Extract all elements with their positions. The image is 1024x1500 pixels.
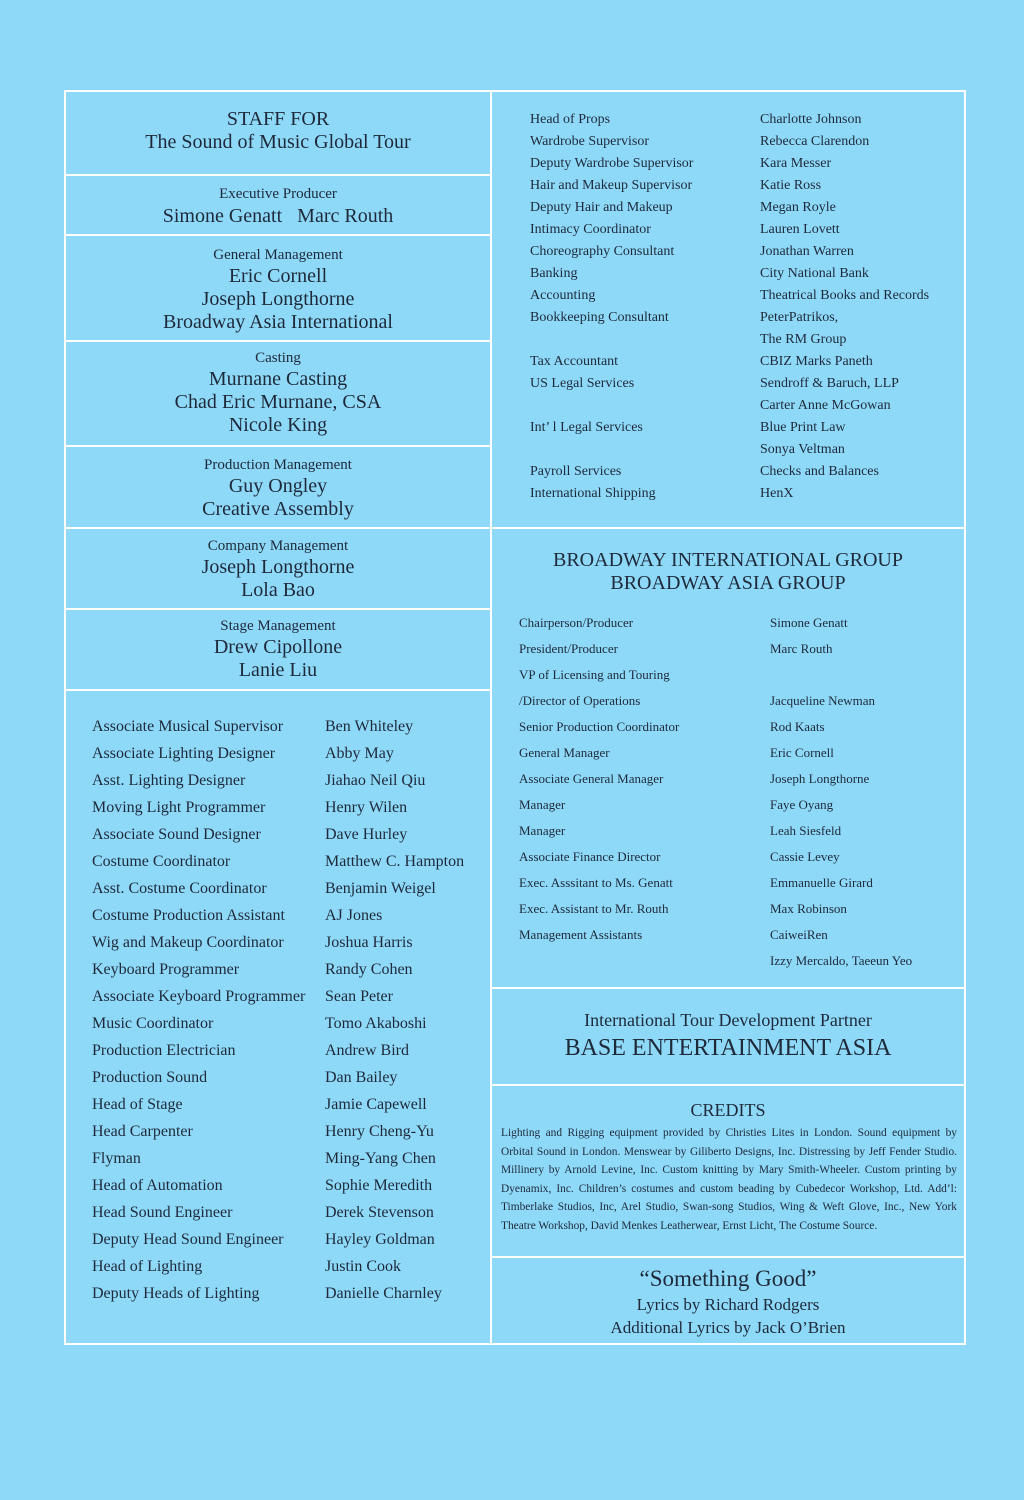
right-column <box>492 92 964 1343</box>
broadway-group-name: Joseph Longthorne <box>770 771 870 786</box>
crew-role: Head of Stage <box>92 1096 183 1113</box>
broadway-group-role: Manager <box>519 823 566 838</box>
broadway-group-name: Simone Genatt <box>770 615 848 630</box>
stage-management-label: Stage Management <box>220 618 336 634</box>
department-role: Hair and Makeup Supervisor <box>530 178 693 193</box>
casting-name: Nicole King <box>228 414 328 436</box>
department-name: CBIZ Marks Paneth <box>760 354 873 369</box>
crew-role: Head of Lighting <box>92 1258 203 1275</box>
staff-title-2: The Sound of Music Global Tour <box>145 131 411 153</box>
crew-name: Sophie Meredith <box>325 1177 433 1194</box>
crew-name: Danielle Charnley <box>325 1285 442 1302</box>
department-role: International Shipping <box>530 486 656 501</box>
song-box <box>492 1258 964 1343</box>
department-role: US Legal Services <box>530 376 635 391</box>
department-role: Banking <box>530 266 578 281</box>
stage-management-name: Lanie Liu <box>238 659 318 681</box>
crew-name: Sean Peter <box>325 988 393 1005</box>
department-heads-box <box>492 92 964 529</box>
company-management-name: Joseph Longthorne <box>201 556 355 578</box>
crew-role: Moving Light Programmer <box>92 799 266 816</box>
program-frame <box>64 90 966 1345</box>
department-name: Blue Print Law <box>760 420 846 435</box>
general-management-name: Joseph Longthorne <box>201 288 355 310</box>
crew-name: Randy Cohen <box>325 961 413 978</box>
casting-label: Casting <box>255 350 301 366</box>
song-title: “Something Good” <box>639 1266 817 1291</box>
crew-name: Ben Whiteley <box>325 718 414 735</box>
left-column <box>66 92 492 1343</box>
broadway-group-role: Management Assistants <box>519 927 643 942</box>
department-role: Accounting <box>530 288 596 303</box>
company-management-name: Lola Bao <box>241 579 315 601</box>
crew-name: Jamie Capewell <box>325 1096 427 1113</box>
crew-role: Production Sound <box>92 1069 208 1086</box>
crew-name: Hayley Goldman <box>325 1231 435 1248</box>
department-role: Choreography Consultant <box>530 244 675 259</box>
department-name: Kara Messer <box>760 156 832 171</box>
broadway-group-name: Rod Kaats <box>770 719 825 734</box>
casting-name: Chad Eric Murnane, CSA <box>174 391 382 413</box>
crew-role: Head Sound Engineer <box>92 1204 233 1221</box>
crew-name: Henry Cheng-Yu <box>325 1123 434 1140</box>
casting-box <box>66 342 490 447</box>
broadway-group-name: Jacqueline Newman <box>770 693 876 708</box>
crew-role: Keyboard Programmer <box>92 961 240 978</box>
department-name: Sonya Veltman <box>760 442 845 457</box>
crew-name: AJ Jones <box>325 907 383 924</box>
production-management-name: Creative Assembly <box>202 498 354 520</box>
department-name: Carter Anne McGowan <box>760 398 891 413</box>
general-management-box <box>66 236 490 342</box>
general-management-name: Broadway Asia International <box>163 311 393 333</box>
production-management-name: Guy Ongley <box>228 475 328 497</box>
broadway-group-role: Exec. Assistant to Mr. Routh <box>519 901 669 916</box>
crew-name: Ming-Yang Chen <box>325 1150 436 1167</box>
crew-role: Associate Sound Designer <box>92 826 261 843</box>
broadway-group-name: Emmanuelle Girard <box>770 875 873 890</box>
department-name: PeterPatrikos, <box>760 310 839 325</box>
broadway-group-role: Manager <box>519 797 566 812</box>
department-role: Tax Accountant <box>530 354 619 369</box>
crew-name: Tomo Akaboshi <box>325 1015 427 1032</box>
department-role: Payroll Services <box>530 464 622 479</box>
crew-role: Production Electrician <box>92 1042 236 1059</box>
executive-producer-label: Executive Producer <box>219 186 337 202</box>
production-management-label: Production Management <box>204 457 352 473</box>
credits-title: CREDITS <box>690 1100 766 1120</box>
broadway-group-role: VP of Licensing and Touring <box>519 667 670 682</box>
broadway-group-role: President/Producer <box>519 641 618 656</box>
broadway-group-name: Leah Siesfeld <box>770 823 842 838</box>
department-name: HenX <box>760 486 794 501</box>
crew-role: Head of Automation <box>92 1177 223 1194</box>
executive-producer-box <box>66 176 490 236</box>
crew-role: Head Carpenter <box>92 1123 193 1140</box>
crew-name: Dave Hurley <box>325 826 408 843</box>
credits-text: Lighting and Rigging equipment provided by Christies Lites in London. Sound equipment by Orbital Sound in London. Menswear by Giliberto Designs, Inc. Distressing by Jeff Fender Studio. Millinery by Arnold Levine, Inc. Custom knitting by Mary Smith-Wheeler. Custom printing by Dyenamix, Inc. Children’s costumes and custom beading by Cubedecor Workshop, Ltd. Add’l: Timberlake Studios, Inc, Arel Studio, Swan-song Studios, Wing & Weft Glove, Inc., New York Theatre Workshop, David Menkes Leatherwear, Ernst Licht, The Costume Source. <box>501 1127 957 1232</box>
broadway-group-role: Senior Production Coordinator <box>519 719 680 734</box>
department-role: Deputy Hair and Makeup <box>530 200 673 215</box>
song-lyrics-credit: Lyrics by Richard Rodgers <box>636 1295 820 1314</box>
company-management-box <box>66 529 490 610</box>
crew-name: Matthew C. Hampton <box>325 853 465 870</box>
stage-management-box <box>66 610 490 691</box>
department-name: Rebecca Clarendon <box>760 134 870 149</box>
broadway-group-role: General Manager <box>519 745 610 760</box>
general-management-label: General Management <box>213 247 343 263</box>
department-role: Bookkeeping Consultant <box>530 310 669 325</box>
tour-partner-box <box>492 989 964 1086</box>
crew-role: Deputy Heads of Lighting <box>92 1285 260 1302</box>
department-name: Lauren Lovett <box>760 222 840 237</box>
department-role: Intimacy Coordinator <box>530 222 651 237</box>
crew-name: Henry Wilen <box>325 799 408 816</box>
casting-name: Murnane Casting <box>208 368 348 390</box>
crew-role: Flyman <box>92 1150 141 1167</box>
staff-title-1: STAFF FOR <box>226 108 330 130</box>
crew-role: Associate Musical Supervisor <box>92 718 284 735</box>
crew-role: Wig and Makeup Coordinator <box>92 934 284 951</box>
department-name: Sendroff & Baruch, LLP <box>760 376 899 391</box>
broadway-group-name: Eric Cornell <box>770 745 834 760</box>
credits-box <box>492 1086 964 1258</box>
broadway-group-name: Izzy Mercaldo, Taeeun Yeo <box>770 953 913 968</box>
crew-name: Jiahao Neil Qiu <box>325 772 426 789</box>
general-management-name: Eric Cornell <box>228 265 328 287</box>
crew-name: Dan Bailey <box>325 1069 398 1086</box>
department-name: Megan Royle <box>760 200 836 215</box>
broadway-group-name: Marc Routh <box>770 641 833 656</box>
department-name: Theatrical Books and Records <box>760 288 930 303</box>
crew-role: Costume Production Assistant <box>92 907 285 924</box>
broadway-group-name: Max Robinson <box>770 901 847 916</box>
crew-role: Costume Coordinator <box>92 853 231 870</box>
crew-role: Asst. Costume Coordinator <box>92 880 267 897</box>
department-name: Charlotte Johnson <box>760 112 862 127</box>
crew-name: Andrew Bird <box>325 1042 409 1059</box>
crew-name: Abby May <box>325 745 394 762</box>
crew-name: Derek Stevenson <box>325 1204 434 1221</box>
broadway-group-role: /Director of Operations <box>519 693 641 708</box>
crew-name: Benjamin Weigel <box>325 880 436 897</box>
stage-management-name: Drew Cipollone <box>213 636 343 658</box>
tour-partner-label: International Tour Development Partner <box>584 1010 872 1030</box>
crew-list <box>66 691 490 1343</box>
staff-header <box>66 92 490 176</box>
department-name: City National Bank <box>760 266 869 281</box>
broadway-group-box <box>492 529 964 989</box>
crew-name: Justin Cook <box>325 1258 402 1275</box>
song-additional-lyrics-credit: Additional Lyrics by Jack O’Brien <box>610 1318 846 1337</box>
department-role: Head of Props <box>530 112 611 127</box>
broadway-group-title-1: BROADWAY INTERNATIONAL GROUP <box>553 549 903 571</box>
company-management-label: Company Management <box>207 538 349 554</box>
department-role: Int’ l Legal Services <box>530 420 643 435</box>
crew-role: Asst. Lighting Designer <box>92 772 246 789</box>
department-name: The RM Group <box>760 332 847 347</box>
broadway-group-name: CaiweiRen <box>770 927 828 942</box>
broadway-group-role: Chairperson/Producer <box>519 615 634 630</box>
executive-producer-names: Simone Genatt Marc Routh <box>162 205 394 227</box>
department-name: Checks and Balances <box>760 464 879 479</box>
department-name: Katie Ross <box>760 178 822 193</box>
broadway-group-role: Exec. Asssitant to Ms. Genatt <box>519 875 673 890</box>
crew-role: Deputy Head Sound Engineer <box>92 1231 284 1248</box>
broadway-group-name: Cassie Levey <box>770 849 840 864</box>
department-name: Jonathan Warren <box>760 244 854 259</box>
crew-role: Associate Lighting Designer <box>92 745 276 762</box>
crew-role: Associate Keyboard Programmer <box>92 988 306 1005</box>
department-role: Wardrobe Supervisor <box>530 134 650 149</box>
crew-name: Joshua Harris <box>325 934 413 951</box>
broadway-group-role: Associate General Manager <box>519 771 664 786</box>
tour-partner-name: BASE ENTERTAINMENT ASIA <box>564 1035 892 1061</box>
broadway-group-role: Associate Finance Director <box>519 849 661 864</box>
broadway-group-title-2: BROADWAY ASIA GROUP <box>610 572 846 594</box>
broadway-group-name: Faye Oyang <box>770 797 834 812</box>
department-role: Deputy Wardrobe Supervisor <box>530 156 694 171</box>
production-management-box <box>66 447 490 529</box>
crew-role: Music Coordinator <box>92 1015 214 1032</box>
